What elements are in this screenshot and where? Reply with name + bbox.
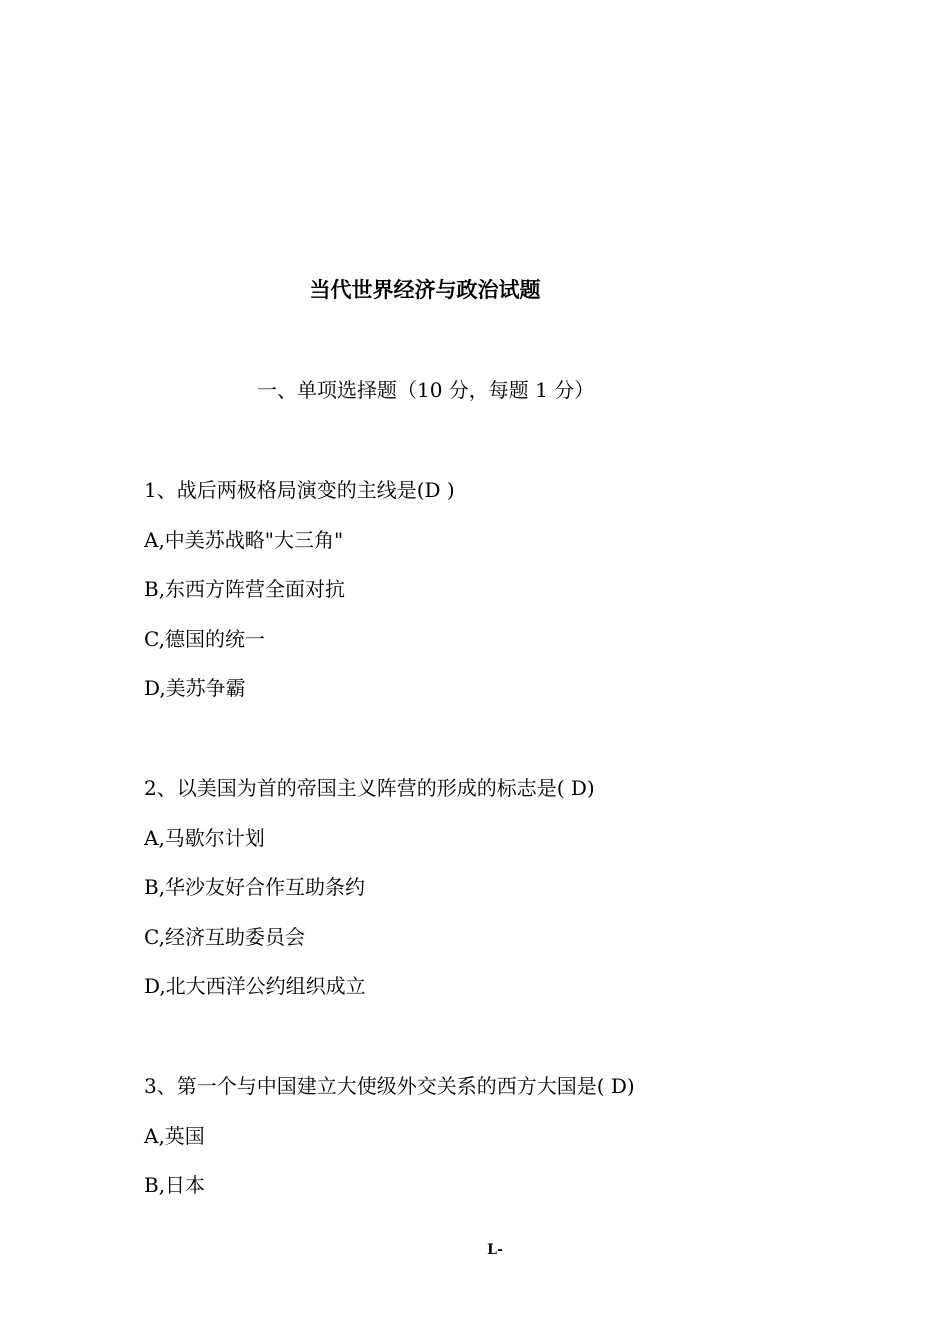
option-c: C,德国的统一 xyxy=(144,626,265,651)
question-stem: 1、战后两极格局演变的主线是(D ) xyxy=(144,478,455,502)
option-b: B,日本 xyxy=(144,1173,206,1197)
page-title: 当代世界经济与政治试题 xyxy=(309,277,541,302)
option-c: C,经济互助委员会 xyxy=(144,924,305,949)
option-a: A,中美苏战略"大三角" xyxy=(144,527,344,552)
section-heading: 一、单项选择题（10 分，每题 1 分） xyxy=(257,378,595,402)
page-footer-mark: L- xyxy=(487,1242,503,1258)
option-d: D,美苏争霸 xyxy=(144,676,246,700)
option-b: B,东西方阵营全面对抗 xyxy=(144,577,346,601)
question-2 xyxy=(144,772,595,1020)
question-1 xyxy=(144,474,455,722)
question-stem: 2、以美国为首的帝国主义阵营的形成的标志是( D) xyxy=(144,776,595,800)
option-b: B,华沙友好合作互助条约 xyxy=(144,875,366,899)
question-stem: 3、第一个与中国建立大使级外交关系的西方大国是( D) xyxy=(144,1074,635,1098)
option-a: A,英国 xyxy=(144,1123,205,1148)
question-3 xyxy=(144,1070,635,1219)
option-d: D,北大西洋公约组织成立 xyxy=(144,974,366,998)
option-a: A,马歇尔计划 xyxy=(144,825,265,850)
